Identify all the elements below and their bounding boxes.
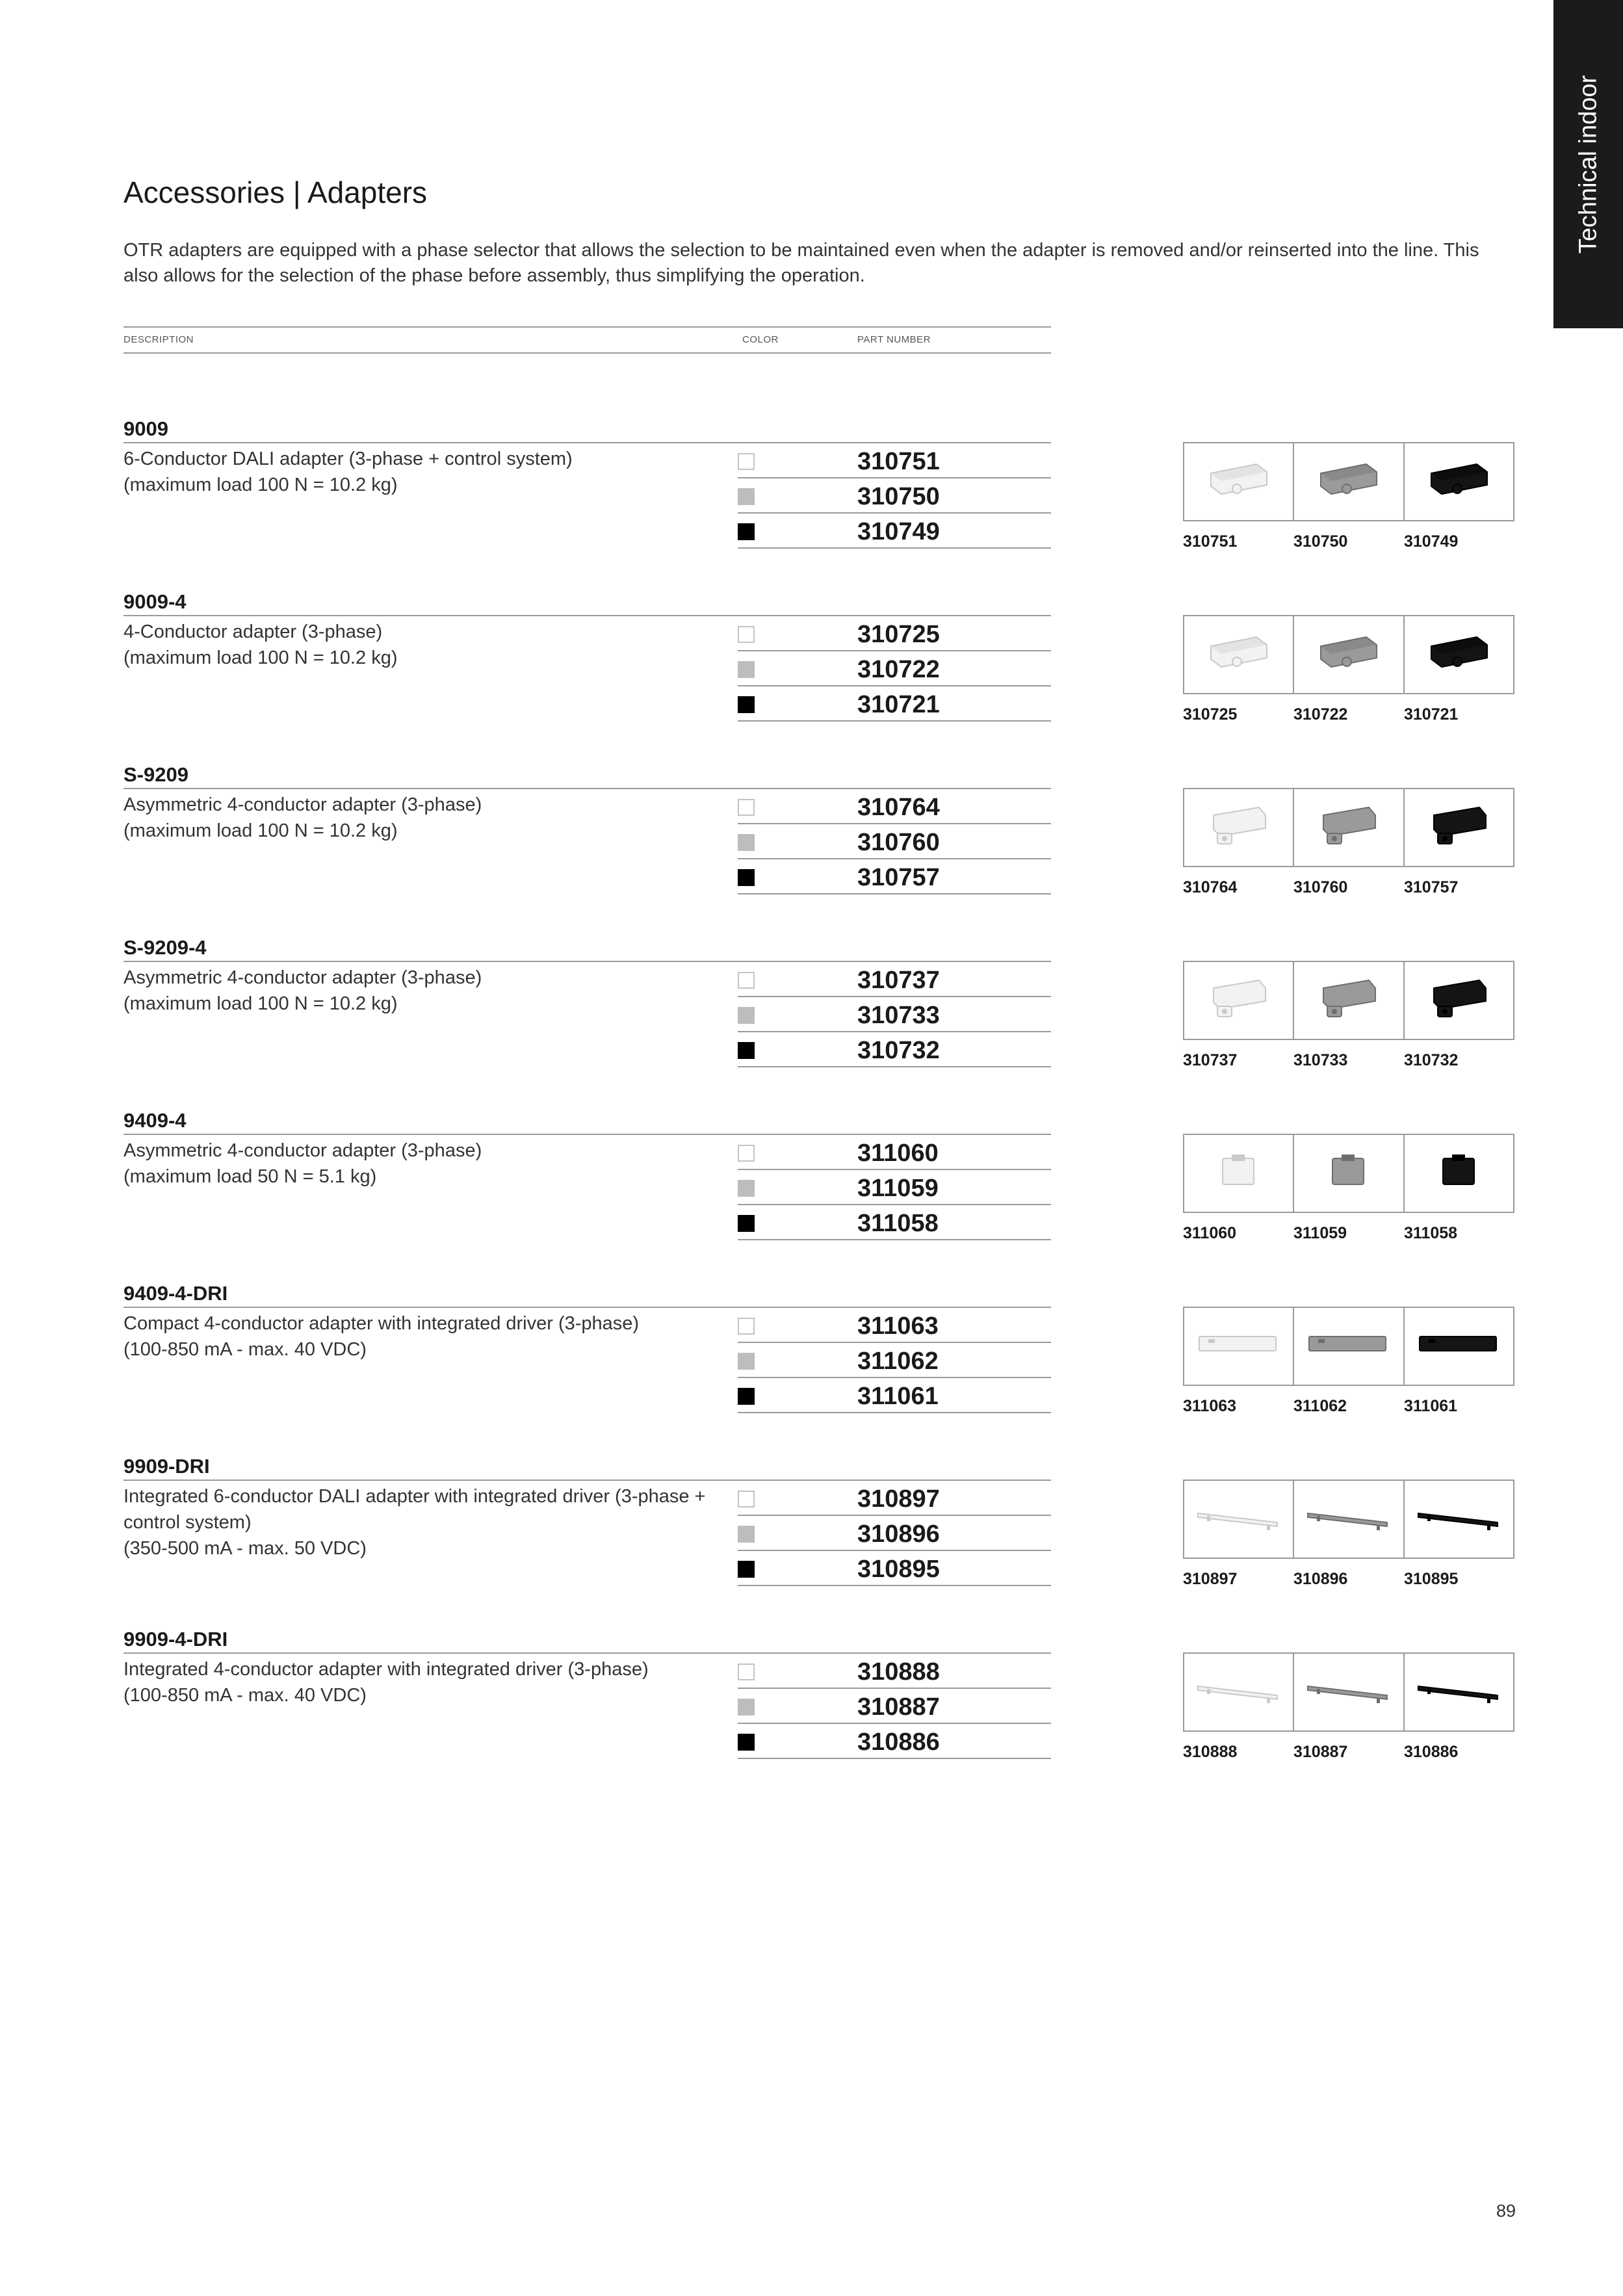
product-description [123, 792, 708, 844]
thumbnail-label: 310896 [1293, 1570, 1348, 1588]
variant-row [738, 1689, 1051, 1724]
product-image-black [1405, 1135, 1513, 1212]
product-thumbnails [1183, 615, 1514, 694]
thumbnail-label: 311063 [1183, 1397, 1237, 1415]
description-line: (100-850 mA - max. 40 VDC) [123, 1339, 367, 1360]
part-number: 311061 [857, 1383, 939, 1410]
variant-row [738, 1516, 1051, 1551]
product-model: 9409-4-DRI [123, 1282, 228, 1305]
description-line: Asymmetric 4-conductor adapter (3-phase) [123, 794, 482, 815]
thumbnail-label: 311061 [1404, 1397, 1458, 1415]
product-description [123, 1483, 708, 1561]
description-line: Asymmetric 4-conductor adapter (3-phase) [123, 1140, 482, 1161]
color-swatch-white [738, 1491, 755, 1507]
color-swatch-grey [738, 1353, 755, 1370]
part-number: 310895 [857, 1556, 940, 1583]
variant-row [738, 1308, 1051, 1343]
thumbnail-label: 310722 [1293, 705, 1348, 724]
thumbnail-labels [1183, 1049, 1514, 1071]
part-number: 310764 [857, 794, 940, 821]
product-rows [123, 1652, 1051, 1759]
part-number: 310896 [857, 1520, 940, 1548]
color-swatch-grey [738, 661, 755, 678]
thumbnail-label: 310750 [1293, 532, 1348, 551]
product-image-grey [1294, 1308, 1404, 1385]
product-block [123, 935, 1514, 1078]
product-block [123, 416, 1514, 559]
thumbnail-labels [1183, 1395, 1514, 1417]
thumbnail-label: 310886 [1404, 1743, 1459, 1761]
variant-row [738, 1724, 1051, 1759]
product-image-white [1184, 443, 1294, 520]
variant-row [738, 1481, 1051, 1516]
part-number: 310888 [857, 1658, 940, 1686]
product-thumbnails [1183, 1134, 1514, 1213]
product-model: S-9209-4 [123, 936, 207, 959]
product-thumbnails [1183, 788, 1514, 867]
description-line: 4-Conductor adapter (3-phase) [123, 621, 383, 642]
product-image-grey [1294, 1654, 1404, 1730]
color-swatch-black [738, 869, 755, 886]
product-model: 9909-DRI [123, 1455, 210, 1478]
product-block [123, 1626, 1514, 1769]
thumbnail-label: 311062 [1293, 1397, 1347, 1415]
variant-row [738, 1205, 1051, 1240]
thumbnail-label: 310757 [1404, 878, 1459, 896]
product-rows [123, 615, 1051, 722]
product-thumbnails [1183, 1307, 1514, 1386]
color-swatch-black [738, 1042, 755, 1059]
part-number: 310750 [857, 483, 940, 510]
color-swatch-grey [738, 488, 755, 505]
description-line: Integrated 4-conductor adapter with integrated driver (3-phase) [123, 1659, 649, 1680]
variant-row [738, 1378, 1051, 1413]
section-tab [1553, 0, 1623, 328]
page-number: 89 [1496, 2201, 1516, 2221]
thumbnail-label: 310732 [1404, 1051, 1459, 1069]
color-swatch-grey [738, 1526, 755, 1543]
thumbnail-labels [1183, 703, 1514, 725]
product-thumbnails [1183, 442, 1514, 521]
part-number: 311058 [857, 1210, 939, 1237]
thumbnail-label: 311058 [1404, 1224, 1458, 1242]
product-model: 9009 [123, 417, 168, 440]
color-swatch-grey [738, 1699, 755, 1715]
thumbnail-label: 310725 [1183, 705, 1238, 724]
part-number: 310732 [857, 1037, 940, 1064]
product-block [123, 1108, 1514, 1251]
thumbnail-label: 310760 [1293, 878, 1348, 896]
variant-row [738, 1032, 1051, 1067]
thumbnail-label: 310764 [1183, 878, 1238, 896]
product-model: 9009-4 [123, 590, 187, 613]
part-number: 310751 [857, 448, 940, 475]
product-image-black [1405, 616, 1513, 693]
thumbnail-label: 310749 [1404, 532, 1459, 551]
part-number: 310749 [857, 518, 940, 545]
variant-row [738, 1654, 1051, 1689]
product-image-grey [1294, 1135, 1404, 1212]
part-number: 310722 [857, 656, 940, 683]
color-swatch-white [738, 799, 755, 816]
color-swatch-white [738, 972, 755, 989]
product-image-white [1184, 962, 1294, 1039]
product-image-white [1184, 789, 1294, 866]
variant-row [738, 859, 1051, 894]
variant-row [738, 514, 1051, 549]
product-image-black [1405, 1308, 1513, 1385]
header-color: COLOR [742, 334, 779, 345]
variant-row [738, 1170, 1051, 1205]
color-swatch-black [738, 1215, 755, 1232]
color-swatch-white [738, 626, 755, 643]
part-number: 310721 [857, 691, 940, 718]
color-swatch-white [738, 1663, 755, 1680]
product-description [123, 965, 708, 1017]
product-image-grey [1294, 443, 1404, 520]
variant-row [738, 616, 1051, 651]
color-swatch-black [738, 1388, 755, 1405]
product-image-black [1405, 1654, 1513, 1730]
thumbnail-label: 311059 [1293, 1224, 1347, 1242]
variant-row [738, 686, 1051, 722]
part-number: 310760 [857, 829, 940, 856]
product-description [123, 446, 708, 498]
product-thumbnails [1183, 1480, 1514, 1559]
product-model: 9409-4 [123, 1109, 187, 1132]
product-image-grey [1294, 789, 1404, 866]
product-image-black [1405, 789, 1513, 866]
color-swatch-black [738, 1561, 755, 1578]
product-image-black [1405, 443, 1513, 520]
product-rows [123, 1480, 1051, 1586]
variant-row [738, 1551, 1051, 1586]
description-line: (maximum load 100 N = 10.2 kg) [123, 993, 398, 1014]
product-image-grey [1294, 962, 1404, 1039]
product-description [123, 1311, 708, 1363]
description-line: 6-Conductor DALI adapter (3-phase + control system) [123, 449, 573, 469]
header-part-number: PART NUMBER [857, 334, 931, 345]
thumbnail-label: 310721 [1404, 705, 1459, 724]
variant-row [738, 1343, 1051, 1378]
product-image-white [1184, 1481, 1294, 1558]
product-thumbnails [1183, 961, 1514, 1040]
product-block [123, 762, 1514, 905]
thumbnail-labels [1183, 1741, 1514, 1763]
variant-row [738, 651, 1051, 686]
color-swatch-grey [738, 834, 755, 851]
description-line: Asymmetric 4-conductor adapter (3-phase) [123, 967, 482, 988]
product-image-black [1405, 1481, 1513, 1558]
product-image-white [1184, 1654, 1294, 1730]
thumbnail-label: 310737 [1183, 1051, 1238, 1069]
description-line: (maximum load 100 N = 10.2 kg) [123, 647, 398, 668]
thumbnail-labels [1183, 1222, 1514, 1244]
thumbnail-label: 310897 [1183, 1570, 1238, 1588]
product-block [123, 1281, 1514, 1424]
description-line: Compact 4-conductor adapter with integrated driver (3-phase) [123, 1313, 640, 1334]
description-line: (maximum load 100 N = 10.2 kg) [123, 820, 398, 841]
description-line: control system) [123, 1512, 252, 1533]
part-number: 310886 [857, 1729, 940, 1756]
variant-row [738, 824, 1051, 859]
description-line: (maximum load 100 N = 10.2 kg) [123, 475, 398, 495]
color-swatch-grey [738, 1180, 755, 1197]
variant-row [738, 478, 1051, 514]
thumbnail-label: 310895 [1404, 1570, 1459, 1588]
color-swatch-white [738, 453, 755, 470]
product-model: S-9209 [123, 763, 188, 786]
description-line: (maximum load 50 N = 5.1 kg) [123, 1166, 377, 1187]
part-number: 311060 [857, 1140, 939, 1167]
product-description [123, 1138, 708, 1190]
part-number: 310725 [857, 621, 940, 648]
thumbnail-label: 310733 [1293, 1051, 1348, 1069]
part-number: 311062 [857, 1348, 939, 1375]
color-swatch-grey [738, 1007, 755, 1024]
part-number: 310733 [857, 1002, 940, 1029]
product-image-grey [1294, 616, 1404, 693]
product-rows [123, 788, 1051, 894]
thumbnail-labels [1183, 876, 1514, 898]
product-image-black [1405, 962, 1513, 1039]
color-swatch-black [738, 1734, 755, 1751]
part-number: 311059 [857, 1175, 939, 1202]
part-number: 310897 [857, 1485, 940, 1513]
page-title: Accessories | Adapters [123, 176, 428, 209]
thumbnail-labels [1183, 530, 1514, 553]
variant-row [738, 997, 1051, 1032]
part-number: 310757 [857, 864, 940, 891]
color-swatch-white [738, 1145, 755, 1162]
part-number: 310887 [857, 1693, 940, 1721]
variant-row [738, 443, 1051, 478]
product-description [123, 619, 708, 671]
section-tab-label: Technical indoor [1574, 75, 1602, 254]
description-line: (350-500 mA - max. 50 VDC) [123, 1538, 367, 1559]
thumbnail-label: 311060 [1183, 1224, 1237, 1242]
product-model: 9909-4-DRI [123, 1628, 228, 1650]
description-line: Integrated 6-conductor DALI adapter with integrated driver (3-phase + [123, 1486, 706, 1507]
description-line: (100-850 mA - max. 40 VDC) [123, 1685, 367, 1706]
product-rows [123, 961, 1051, 1067]
thumbnail-label: 310887 [1293, 1743, 1348, 1761]
thumbnail-labels [1183, 1568, 1514, 1590]
part-number: 311063 [857, 1312, 939, 1340]
product-block [123, 589, 1514, 732]
product-image-white [1184, 616, 1294, 693]
header-description: DESCRIPTION [123, 334, 194, 345]
variant-row [738, 789, 1051, 824]
product-rows [123, 1307, 1051, 1413]
product-thumbnails [1183, 1652, 1514, 1732]
variant-row [738, 1135, 1051, 1170]
color-swatch-white [738, 1318, 755, 1335]
product-block [123, 1454, 1514, 1597]
thumbnail-label: 310751 [1183, 532, 1238, 551]
product-image-grey [1294, 1481, 1404, 1558]
part-number: 310737 [857, 967, 940, 994]
table-header [123, 326, 1051, 354]
product-image-white [1184, 1308, 1294, 1385]
intro-paragraph: OTR adapters are equipped with a phase selector that allows the selection to be maintained even when the adapter is removed and/or reinserted into the line. This also allows for the selection of the phase before assembly, thus simplifying the operation. [123, 240, 1479, 286]
thumbnail-label: 310888 [1183, 1743, 1238, 1761]
product-image-white [1184, 1135, 1294, 1212]
product-rows [123, 1134, 1051, 1240]
variant-row [738, 962, 1051, 997]
product-rows [123, 442, 1051, 549]
color-swatch-black [738, 696, 755, 713]
color-swatch-black [738, 523, 755, 540]
product-description [123, 1656, 708, 1708]
